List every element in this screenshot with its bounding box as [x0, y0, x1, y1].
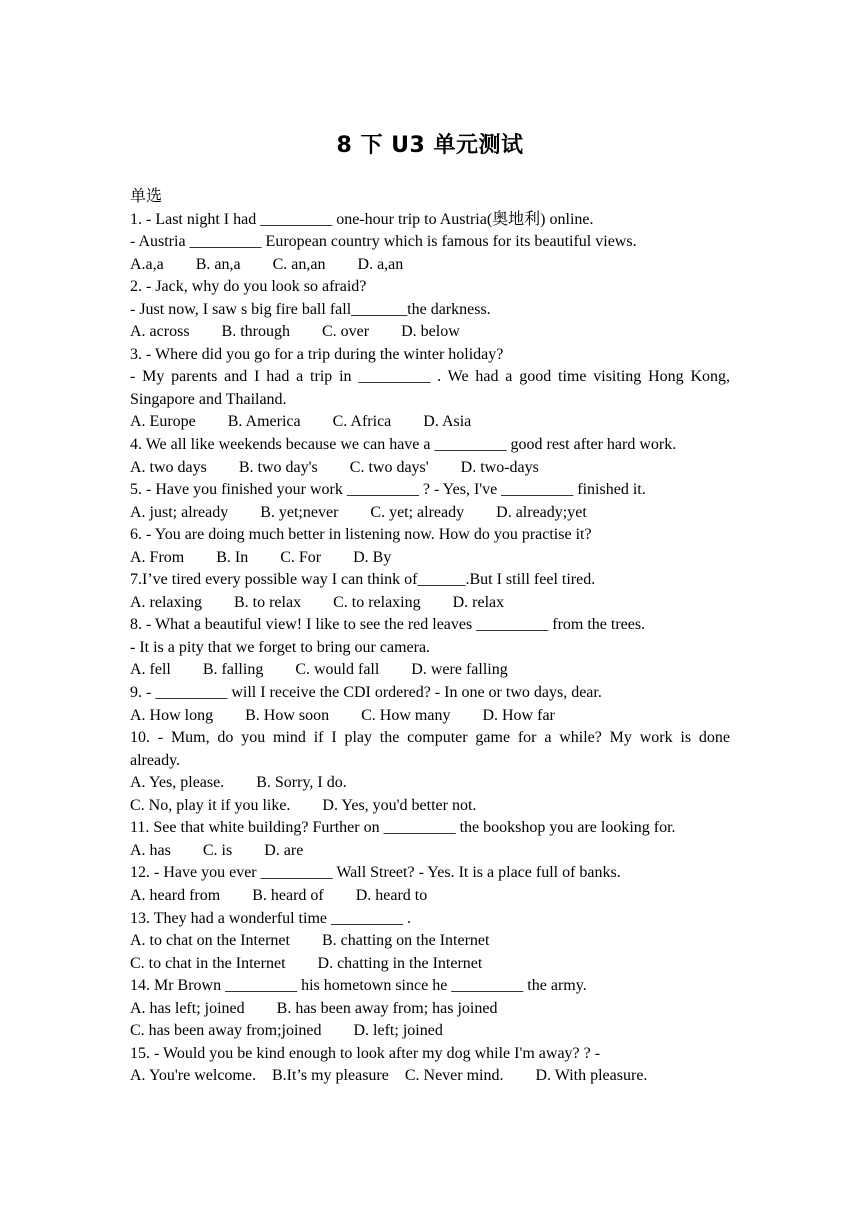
question-12-line: 12. - Have you ever _________ Wall Street? - Yes. It is a place full of banks. — [130, 864, 621, 882]
question-14-line: 14. Mr Brown _________ his hometown since he _________ the army. — [130, 977, 587, 995]
question-7-options: A. relaxing B. to relax C. to relaxing D. relax — [130, 593, 505, 611]
question-2-options: A. across B. through C. over D. below — [130, 323, 460, 341]
section-heading: 单选 — [130, 188, 163, 205]
question-15-line: 15. - Would you be kind enough to look after my dog while I'm away? ? - — [130, 1044, 601, 1062]
question-11-options: A. has C. is D. are — [130, 841, 304, 859]
question-1-options: A.a,a B. an,a C. an,an D. a,an — [130, 255, 404, 273]
question-1-line: 1. - Last night I had _________ one-hour trip to Austria(奥地利) online. — [130, 210, 594, 228]
question-3-options: A. Europe B. America C. Africa D. Asia — [130, 413, 472, 431]
question-10-options: A. Yes, please. B. Sorry, I do. — [130, 774, 347, 792]
question-3-line: Singapore and Thailand. — [130, 390, 287, 408]
question-13-options: C. to chat in the Internet D. chatting in the Internet — [130, 954, 483, 972]
question-15-options: A. You're welcome. B.It’s my pleasure C. Never mind. D. With pleasure. — [130, 1067, 648, 1085]
question-9-line: 9. - _________ will I receive the CDI ordered? - In one or two days, dear. — [130, 684, 602, 702]
question-3-line: 3. - Where did you go for a trip during the winter holiday? — [130, 345, 504, 363]
document-body — [130, 186, 730, 1088]
question-14-options: A. has left; joined B. has been away from; has joined — [130, 999, 498, 1017]
question-1-line: - Austria _________ European country which is famous for its beautiful views. — [130, 233, 637, 251]
question-6-options: A. From B. In C. For D. By — [130, 548, 392, 566]
question-6-line: 6. - You are doing much better in listening now. How do you practise it? — [130, 526, 592, 544]
question-2-line: 2. - Jack, why do you look so afraid? — [130, 278, 367, 296]
question-3-line: - My parents and I had a trip in _________ . We had a good time visiting Hong Kong, — [130, 368, 730, 386]
question-9-options: A. How long B. How soon C. How many D. How far — [130, 706, 555, 724]
question-5-options: A. just; already B. yet;never C. yet; already D. already;yet — [130, 503, 587, 521]
question-8-line: 8. - What a beautiful view! I like to see the red leaves _________ from the trees. — [130, 616, 646, 634]
question-11-line: 11. See that white building? Further on _________ the bookshop you are looking for. — [130, 819, 676, 837]
question-8-options: A. fell B. falling C. would fall D. were falling — [130, 661, 508, 679]
question-4-options: A. two days B. two day's C. two days' D. two-days — [130, 458, 539, 476]
question-13-options: A. to chat on the Internet B. chatting on the Internet — [130, 932, 490, 950]
question-14-options: C. has been away from;joined D. left; joined — [130, 1022, 443, 1040]
page-title: 8 下 U3 单元测试 — [336, 133, 524, 158]
question-7-line: 7.I’ve tired every possible way I can think of______.But I still feel tired. — [130, 571, 596, 589]
question-4-line: 4. We all like weekends because we can have a _________ good rest after hard work. — [130, 436, 677, 454]
question-13-line: 13. They had a wonderful time _________ . — [130, 909, 411, 927]
question-10-options: C. No, play it if you like. D. Yes, you'd better not. — [130, 796, 477, 814]
question-10-line: already. — [130, 751, 181, 769]
question-12-options: A. heard from B. heard of D. heard to — [130, 886, 428, 904]
question-2-line: - Just now, I saw s big fire ball fall_______the darkness. — [130, 300, 491, 318]
question-8-line: - It is a pity that we forget to bring our camera. — [130, 638, 431, 656]
question-10-line: 10. - Mum, do you mind if I play the computer game for a while? My work is done — [130, 729, 730, 747]
question-5-line: 5. - Have you finished your work _________ ? - Yes, I've _________ finished it. — [130, 481, 646, 499]
